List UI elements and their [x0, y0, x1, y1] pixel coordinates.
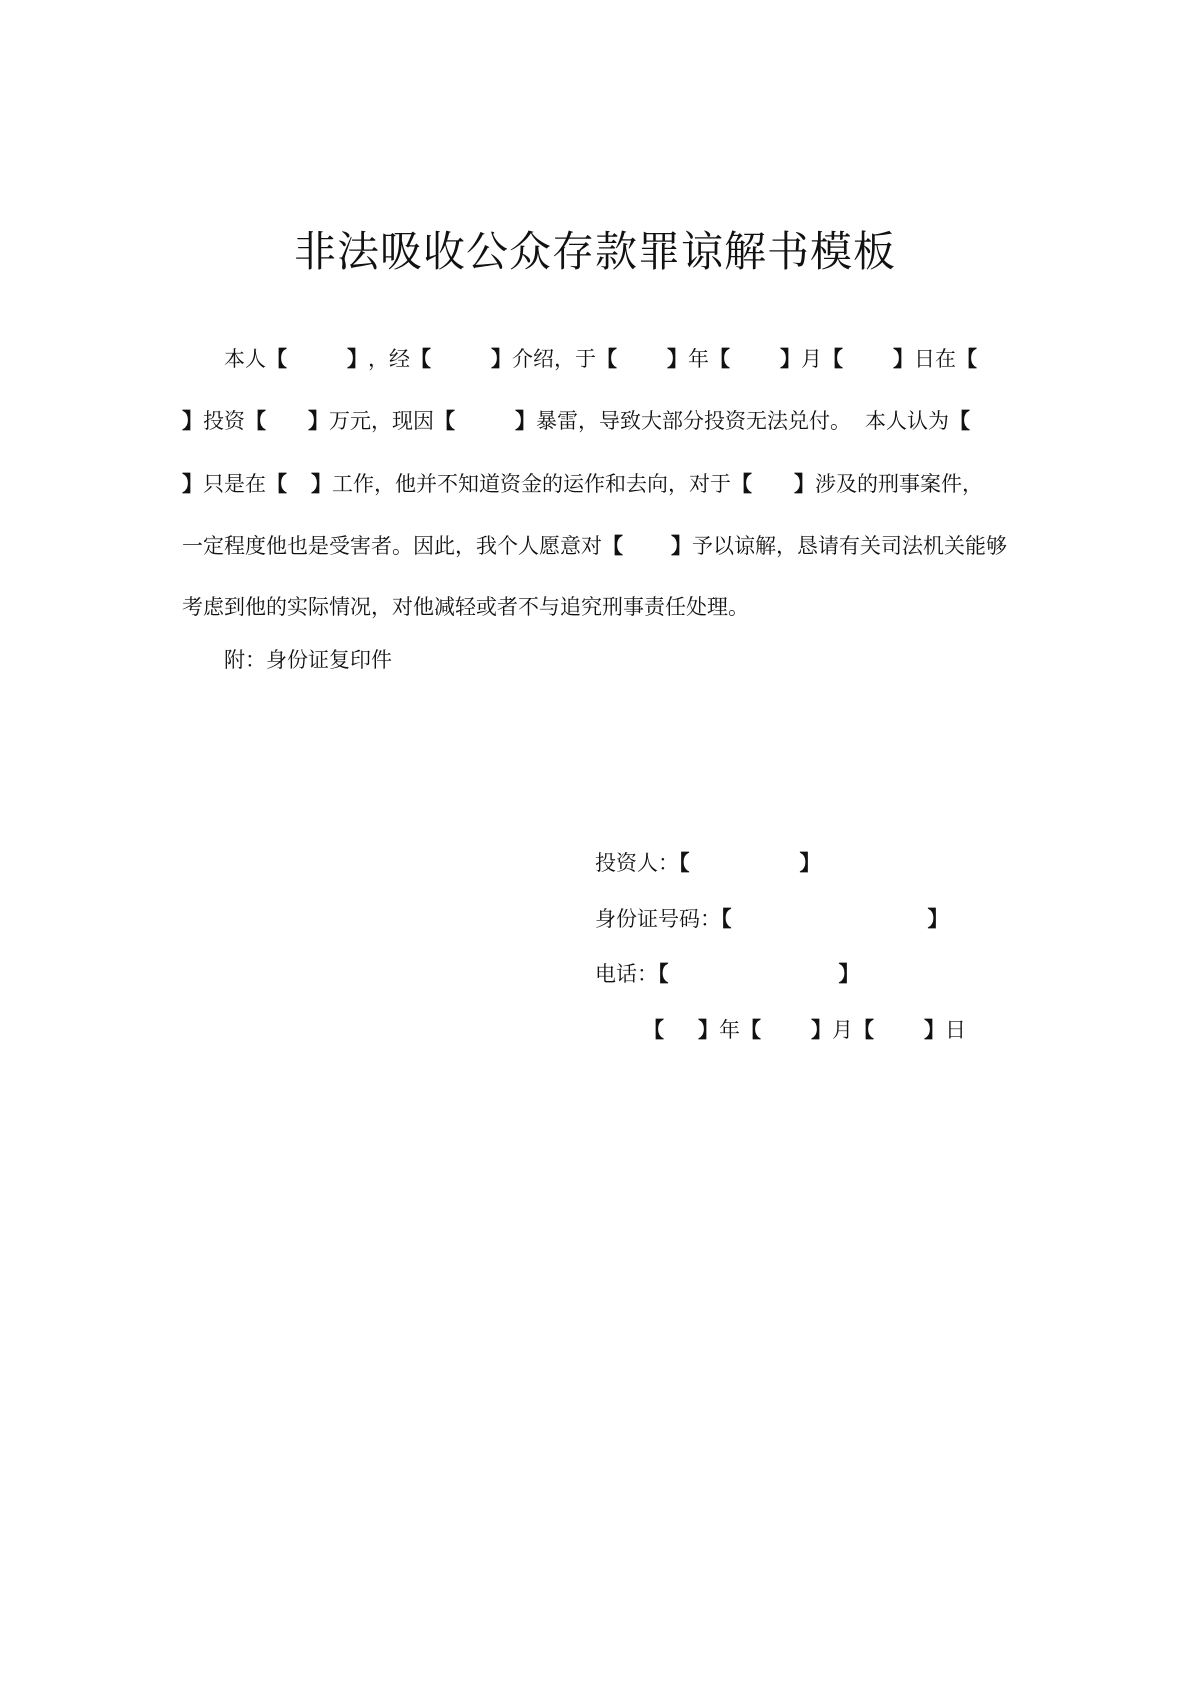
phone-label: 电话： — [595, 962, 658, 986]
text: 只是在 — [203, 472, 266, 496]
bracket-close: 】 — [308, 408, 329, 433]
bracket-open: 【 — [731, 471, 752, 496]
bracket-close: 】 — [794, 471, 815, 496]
bracket-open: 【 — [434, 408, 455, 433]
bracket-close: 】 — [182, 408, 203, 433]
text: ，经 — [368, 347, 410, 371]
text: 工作，他并不知道资金的运作和去向，对于 — [332, 472, 731, 496]
bracket-open: 【 — [853, 1017, 874, 1042]
bracket-open: 【 — [822, 346, 843, 371]
bracket-open: 【 — [679, 850, 690, 875]
bracket-open: 【 — [709, 346, 730, 371]
text: 一定程度他也是受害者。因此，我个人愿意对 — [182, 534, 602, 558]
bracket-close: 】 — [311, 471, 332, 496]
bracket-close: 】 — [491, 346, 512, 371]
bracket-close: 】 — [799, 850, 821, 875]
id-number-line — [595, 901, 949, 937]
bracket-open: 【 — [658, 961, 669, 986]
attachment-text: 附：身份证复印件 — [224, 648, 392, 672]
bracket-open: 【 — [949, 408, 970, 433]
bracket-open: 【 — [410, 346, 431, 371]
phone-line — [595, 956, 860, 992]
bracket-open: 【 — [602, 533, 623, 558]
bracket-open: 【 — [266, 471, 287, 496]
day-suffix: 日 — [945, 1018, 966, 1042]
bracket-close: 】 — [780, 346, 801, 371]
bracket-open: 【 — [721, 906, 732, 931]
document-title: 非法吸收公众存款罪谅解书模板 — [293, 227, 896, 276]
date-line — [643, 1012, 966, 1048]
bracket-close: 】 — [838, 961, 860, 986]
body-line-1 — [224, 339, 1012, 379]
bracket-open: 【 — [643, 1017, 664, 1042]
bracket-open: 【 — [740, 1017, 761, 1042]
text: 本人 — [224, 347, 266, 371]
bracket-close: 】 — [515, 408, 536, 433]
text: 月 — [801, 347, 822, 371]
bracket-close: 】 — [924, 1017, 945, 1042]
id-number-label: 身份证号码： — [595, 907, 721, 931]
bracket-open: 【 — [245, 408, 266, 433]
bracket-close: 】 — [182, 471, 203, 496]
bracket-close: 】 — [811, 1017, 832, 1042]
bracket-close: 】 — [698, 1017, 719, 1042]
bracket-open: 【 — [266, 346, 287, 371]
text: 万元，现因 — [329, 409, 434, 433]
text: 本人认为 — [865, 409, 949, 433]
bracket-close: 】 — [667, 346, 688, 371]
attachment-line — [224, 640, 1054, 680]
body-line-5 — [182, 587, 1012, 627]
bracket-open: 【 — [596, 346, 617, 371]
body-line-4 — [182, 526, 1012, 566]
text: 年 — [688, 347, 709, 371]
bracket-close: 】 — [671, 533, 692, 558]
body-line-3 — [182, 464, 1012, 504]
text: 投资 — [203, 409, 245, 433]
text: 予以谅解，恳请有关司法机关能够 — [692, 534, 1007, 558]
text: 介绍，于 — [512, 347, 596, 371]
investor-line — [595, 845, 821, 881]
year-suffix: 年 — [719, 1018, 740, 1042]
bracket-close: 】 — [347, 346, 368, 371]
text: 暴雷，导致大部分投资无法兑付。 — [536, 409, 851, 433]
text: 日在 — [914, 347, 956, 371]
body-line-2 — [182, 401, 1012, 441]
bracket-close: 】 — [927, 906, 949, 931]
text: 考虑到他的实际情况，对他减轻或者不与追究刑事责任处理。 — [182, 595, 749, 619]
bracket-close: 】 — [893, 346, 914, 371]
bracket-open: 【 — [956, 346, 977, 371]
month-suffix: 月 — [832, 1018, 853, 1042]
text: 涉及的刑事案件， — [815, 472, 983, 496]
investor-label: 投资人： — [595, 851, 679, 875]
